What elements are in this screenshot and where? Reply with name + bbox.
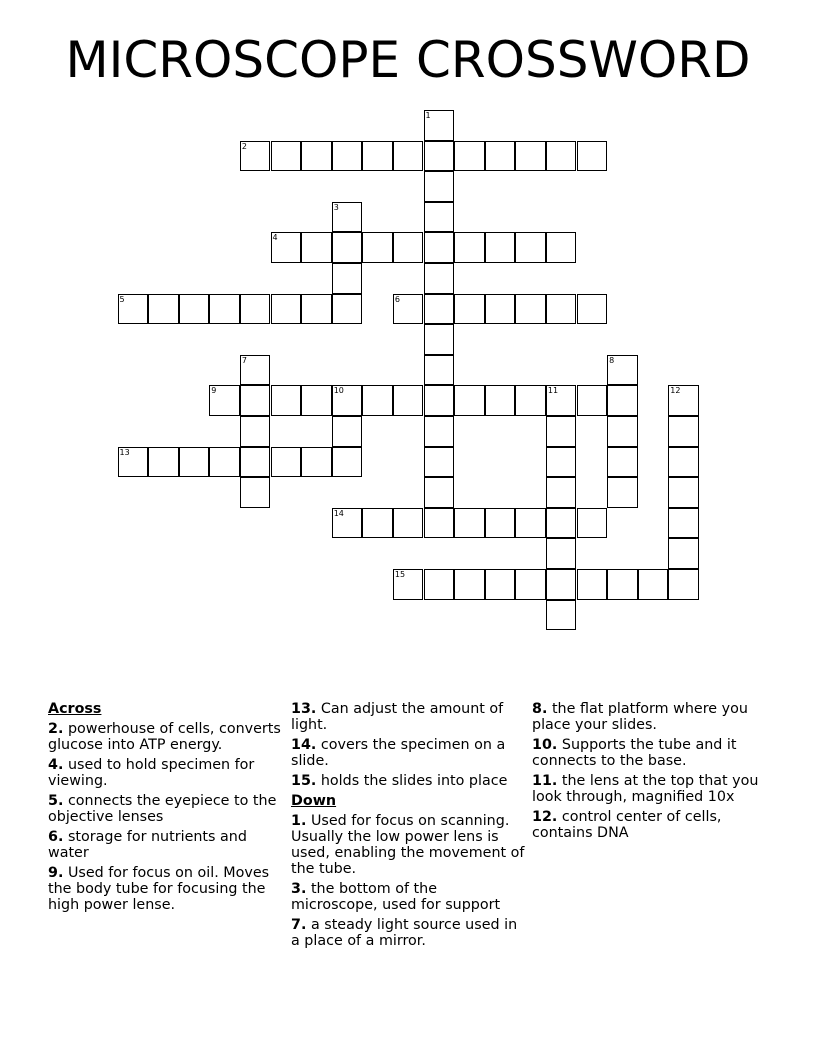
down-heading: Down	[291, 793, 337, 809]
cell-number: 12	[670, 386, 681, 396]
grid-cell[interactable]	[485, 294, 516, 325]
grid-cell[interactable]	[332, 385, 363, 416]
grid-cell[interactable]	[607, 477, 638, 508]
clue-across-9	[48, 865, 283, 913]
cell-number: 1	[425, 111, 431, 120]
grid-cell[interactable]	[301, 141, 332, 172]
grid-cell[interactable]	[577, 385, 608, 416]
grid-cell[interactable]	[515, 569, 546, 600]
grid-cell[interactable]	[546, 477, 577, 508]
grid-cell[interactable]	[546, 141, 577, 172]
grid-cell[interactable]	[332, 202, 363, 233]
grid-cell[interactable]	[424, 508, 455, 539]
grid-cell[interactable]	[240, 294, 271, 325]
clue-down-7	[291, 917, 526, 949]
grid-cell[interactable]	[209, 385, 240, 416]
grid-cell[interactable]	[546, 447, 577, 478]
grid-cell[interactable]	[485, 508, 516, 539]
grid-cell[interactable]	[454, 569, 485, 600]
clue-text: storage for nutrients and water	[48, 829, 247, 861]
grid-cell[interactable]	[332, 416, 363, 447]
grid-cell[interactable]	[271, 294, 302, 325]
clue-text: control center of cells, contains DNA	[532, 809, 722, 841]
grid-cell[interactable]	[362, 385, 393, 416]
cell-number: 2	[241, 141, 247, 151]
clue-number: 6.	[48, 829, 64, 845]
grid-cell[interactable]	[362, 232, 393, 263]
grid-cell[interactable]	[332, 232, 363, 263]
grid-cell[interactable]	[515, 508, 546, 539]
grid-cell[interactable]	[485, 141, 516, 172]
grid-cell[interactable]	[209, 447, 240, 478]
clue-down-10	[532, 737, 767, 769]
clue-down-8	[532, 701, 767, 733]
grid-cell[interactable]	[424, 171, 455, 202]
grid-cell[interactable]	[577, 294, 608, 325]
clue-across-5	[48, 793, 283, 825]
grid-cell[interactable]	[424, 263, 455, 294]
grid-cell[interactable]	[209, 294, 240, 325]
clue-text: Can adjust the amount of light.	[291, 701, 504, 733]
cell-number: 4	[272, 233, 278, 243]
grid-cell[interactable]	[271, 232, 302, 263]
grid-cell[interactable]	[271, 447, 302, 478]
clue-number: 13.	[291, 701, 317, 717]
grid-cell[interactable]	[454, 141, 485, 172]
grid-cell[interactable]	[546, 600, 577, 631]
grid-cell[interactable]	[454, 385, 485, 416]
cell-number: 13	[119, 447, 130, 457]
grid-cell[interactable]	[577, 508, 608, 539]
grid-cell[interactable]	[577, 569, 608, 600]
clue-text: Used for focus on oil. Moves the body tube for focusing the high power lense.	[48, 865, 270, 913]
grid-cell[interactable]	[485, 385, 516, 416]
clue-number: 7.	[291, 917, 307, 933]
grid-cell[interactable]	[515, 141, 546, 172]
clue-number: 8.	[532, 701, 548, 717]
clue-number: 14.	[291, 737, 317, 753]
grid-cell[interactable]	[332, 508, 363, 539]
cell-number: 7	[241, 355, 247, 365]
clue-text: used to hold specimen for viewing.	[48, 757, 255, 789]
grid-cell[interactable]	[668, 508, 699, 539]
grid-cell[interactable]	[362, 141, 393, 172]
grid-cell[interactable]	[546, 416, 577, 447]
clue-text: the flat platform where you place your slides.	[532, 701, 748, 733]
grid-cell[interactable]	[485, 232, 516, 263]
grid-cell[interactable]	[454, 294, 485, 325]
grid-cell[interactable]	[546, 232, 577, 263]
clue-down-3	[291, 881, 526, 913]
cell-number: 6	[394, 294, 400, 304]
clue-number: 9.	[48, 865, 64, 881]
clue-across-13	[291, 701, 526, 733]
grid-cell[interactable]	[454, 508, 485, 539]
clue-down-1	[291, 813, 526, 877]
clue-number: 12.	[532, 809, 558, 825]
clue-down-11	[532, 773, 767, 805]
clue-column-1	[48, 701, 283, 917]
clue-down-12	[532, 809, 767, 841]
clue-text: Supports the tube and it connects to the base.	[532, 737, 737, 769]
clue-number: 1.	[291, 813, 307, 829]
grid-cell[interactable]	[424, 232, 455, 263]
grid-cell[interactable]	[607, 385, 638, 416]
clue-across-6	[48, 829, 283, 861]
grid-cell[interactable]	[332, 263, 363, 294]
grid-cell[interactable]	[179, 447, 210, 478]
clue-text: a steady light source used in a place of a mirror.	[291, 917, 518, 949]
grid-cell[interactable]	[424, 569, 455, 600]
grid-cell[interactable]	[118, 294, 149, 325]
clue-across-4	[48, 757, 283, 789]
grid-cell[interactable]	[424, 324, 455, 355]
page-title: MICROSCOPE CROSSWORD	[65, 31, 751, 89]
clue-number: 2.	[48, 721, 64, 737]
grid-cell[interactable]	[393, 232, 424, 263]
grid-cell[interactable]	[668, 477, 699, 508]
cell-number: 8	[609, 355, 615, 365]
grid-cell[interactable]	[424, 447, 455, 478]
grid-cell[interactable]	[240, 477, 271, 508]
grid-cell[interactable]	[393, 385, 424, 416]
grid-cell[interactable]	[240, 447, 271, 478]
grid-cell[interactable]	[424, 110, 455, 141]
clue-number: 3.	[291, 881, 307, 897]
cell-number: 9	[211, 386, 217, 396]
grid-cell[interactable]	[424, 477, 455, 508]
grid-cell[interactable]	[148, 447, 179, 478]
grid-cell[interactable]	[515, 294, 546, 325]
cell-number: 11	[547, 386, 559, 396]
clue-number: 5.	[48, 793, 64, 809]
grid-cell[interactable]	[424, 385, 455, 416]
grid-cell[interactable]	[546, 508, 577, 539]
cell-number: 3	[333, 202, 339, 212]
grid-cell[interactable]	[271, 141, 302, 172]
grid-cell[interactable]	[332, 447, 363, 478]
clue-number: 4.	[48, 757, 64, 773]
grid-cell[interactable]	[301, 447, 332, 478]
clue-text: powerhouse of cells, converts glucose into ATP energy.	[48, 721, 281, 753]
cell-number: 5	[119, 294, 125, 304]
grid-cell[interactable]	[607, 447, 638, 478]
clue-number: 11.	[532, 773, 558, 789]
grid-cell[interactable]	[424, 355, 455, 386]
clue-across-2	[48, 721, 283, 753]
grid-cell[interactable]	[515, 232, 546, 263]
grid-cell[interactable]	[546, 538, 577, 569]
grid-cell[interactable]	[240, 355, 271, 386]
clue-number: 15.	[291, 773, 317, 789]
grid-cell[interactable]	[668, 569, 699, 600]
grid-cell[interactable]	[577, 141, 608, 172]
clue-number: 10.	[532, 737, 558, 753]
grid-cell[interactable]	[393, 294, 424, 325]
grid-cell[interactable]	[271, 385, 302, 416]
clue-text: the lens at the top that you look through, magnified 10x	[532, 773, 759, 805]
across-heading: Across	[48, 701, 102, 717]
grid-cell[interactable]	[424, 141, 455, 172]
grid-cell[interactable]	[515, 385, 546, 416]
grid-cell[interactable]	[240, 416, 271, 447]
grid-cell[interactable]	[393, 569, 424, 600]
clue-text: Used for focus on scanning. Usually the low power lens is used, enabling the movement of the tube.	[291, 813, 525, 877]
clue-column-2	[291, 701, 526, 953]
grid-cell[interactable]	[240, 141, 271, 172]
grid-cell[interactable]	[179, 294, 210, 325]
grid-cell[interactable]	[546, 569, 577, 600]
grid-cell[interactable]	[148, 294, 179, 325]
grid-cell[interactable]	[485, 569, 516, 600]
clue-text: holds the slides into place	[320, 773, 508, 789]
grid-cell[interactable]	[301, 294, 332, 325]
grid-cell[interactable]	[393, 508, 424, 539]
grid-cell[interactable]	[424, 202, 455, 233]
grid-cell[interactable]	[393, 141, 424, 172]
grid-cell[interactable]	[607, 569, 638, 600]
grid-cell[interactable]	[118, 447, 149, 478]
grid-cell[interactable]	[424, 294, 455, 325]
clue-across-15	[291, 773, 526, 789]
grid-cell[interactable]	[668, 416, 699, 447]
grid-cell[interactable]	[332, 141, 363, 172]
clue-across-14	[291, 737, 526, 769]
clue-column-3	[532, 701, 767, 845]
grid-cell[interactable]	[454, 232, 485, 263]
grid-cell[interactable]	[301, 232, 332, 263]
grid-cell[interactable]	[668, 538, 699, 569]
grid-cell[interactable]	[332, 294, 363, 325]
grid-cell[interactable]	[638, 569, 669, 600]
clue-list	[48, 701, 778, 1001]
grid-cell[interactable]	[607, 416, 638, 447]
grid-cell[interactable]	[546, 385, 577, 416]
cell-number: 15	[394, 570, 406, 579]
grid-cell[interactable]	[668, 385, 699, 416]
cell-number: 10	[333, 386, 344, 396]
cell-number: 14	[333, 508, 344, 518]
grid-cell[interactable]	[546, 294, 577, 325]
grid-cell[interactable]	[301, 385, 332, 416]
grid-cell[interactable]	[362, 508, 393, 539]
grid-cell[interactable]	[424, 416, 455, 447]
grid-cell[interactable]	[607, 355, 638, 386]
grid-cell[interactable]	[668, 447, 699, 478]
clue-text: the bottom of the microscope, used for support	[291, 881, 501, 913]
clue-text: connects the eyepiece to the objective lenses	[48, 793, 277, 825]
clue-text: covers the specimen on a slide.	[291, 737, 506, 769]
grid-cell[interactable]	[240, 385, 271, 416]
